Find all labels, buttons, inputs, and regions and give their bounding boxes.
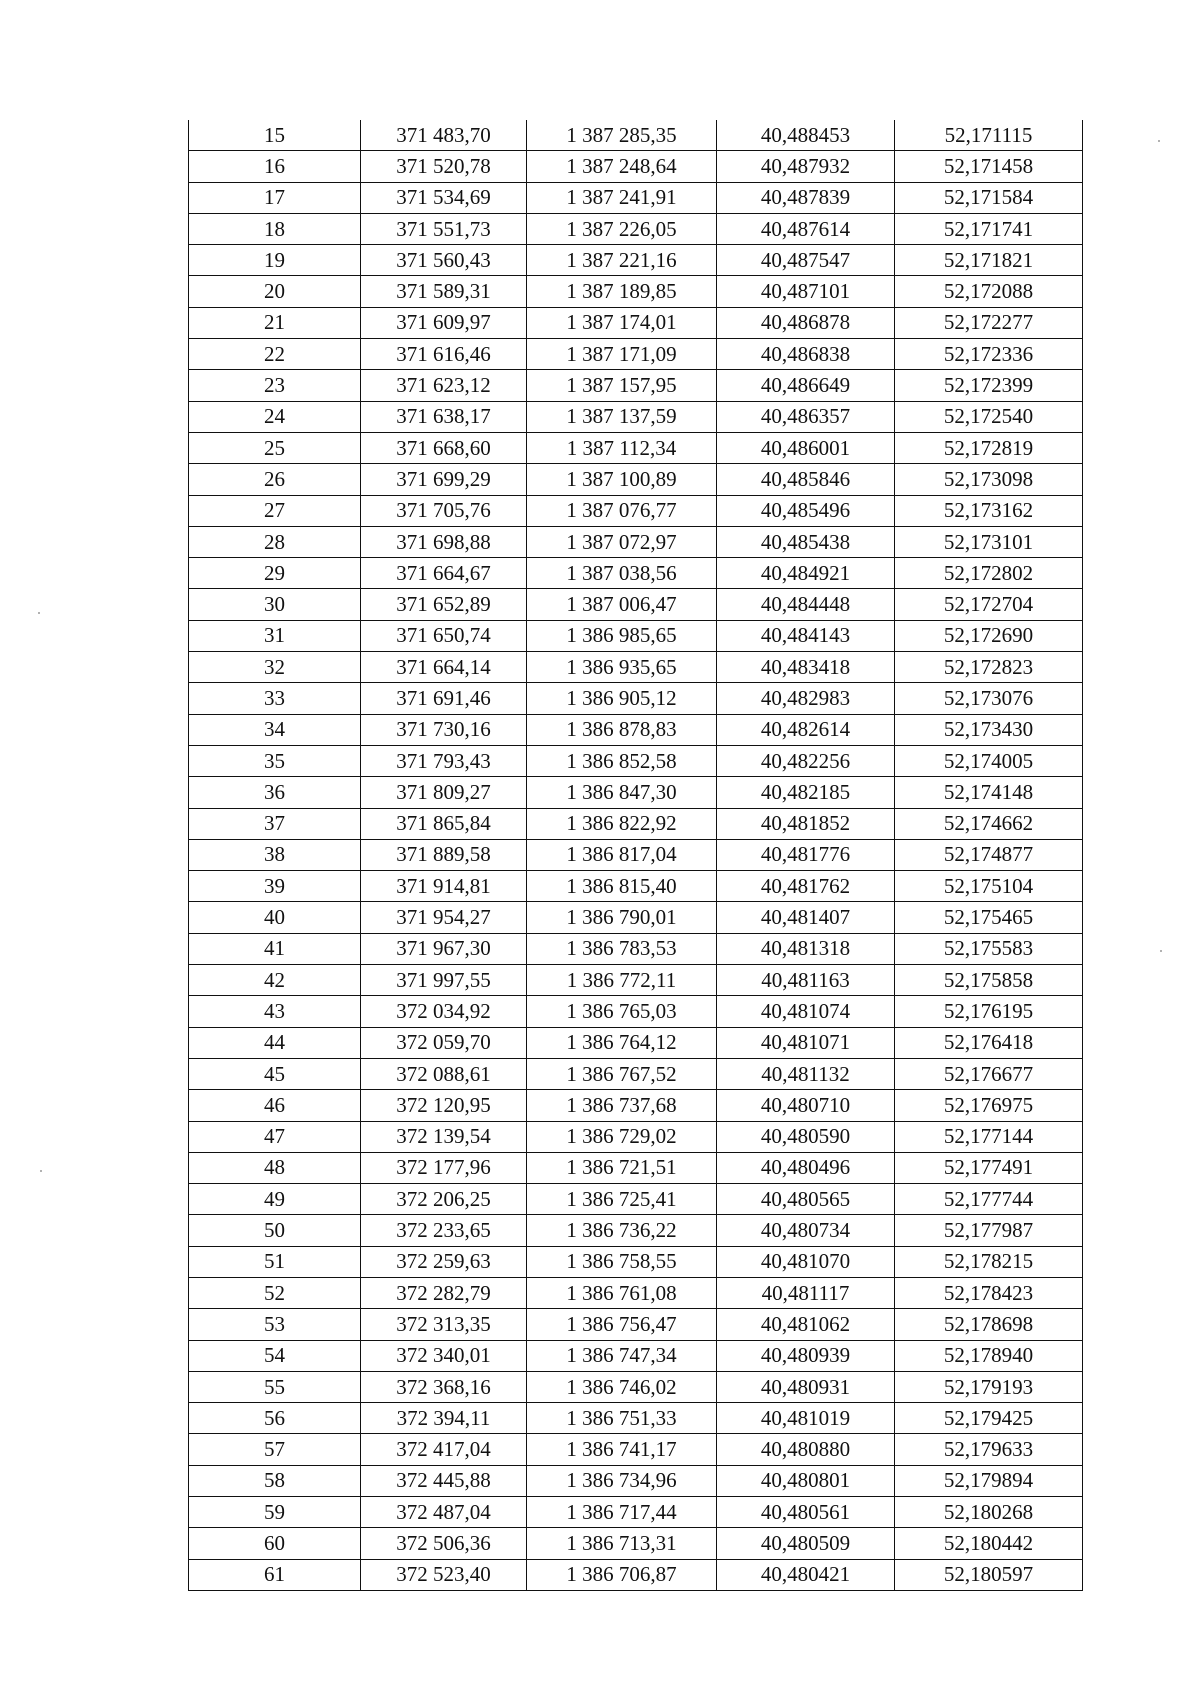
point-number-cell: 38 [189,839,361,870]
longitude-cell: 52,173101 [895,526,1083,557]
longitude-cell: 52,172540 [895,401,1083,432]
table-row [189,589,1083,620]
point-number-cell: 44 [189,1027,361,1058]
x-coordinate-cell: 371 691,46 [361,683,527,714]
coordinates-table [188,120,1083,1591]
longitude-cell: 52,173098 [895,464,1083,495]
y-coordinate-cell: 1 386 822,92 [527,808,717,839]
table-row [189,1058,1083,1089]
longitude-cell: 52,178698 [895,1309,1083,1340]
table-row [189,1184,1083,1215]
y-coordinate-cell: 1 386 772,11 [527,965,717,996]
point-number-cell: 20 [189,276,361,307]
y-coordinate-cell: 1 386 747,34 [527,1340,717,1371]
table-row [189,1434,1083,1465]
y-coordinate-cell: 1 386 706,87 [527,1559,717,1590]
y-coordinate-cell: 1 386 761,08 [527,1277,717,1308]
table-row [189,401,1083,432]
latitude-cell: 40,482256 [717,745,895,776]
y-coordinate-cell: 1 387 006,47 [527,589,717,620]
table-row [189,276,1083,307]
y-coordinate-cell: 1 387 189,85 [527,276,717,307]
latitude-cell: 40,481776 [717,839,895,870]
x-coordinate-cell: 372 445,88 [361,1465,527,1496]
table-row [189,683,1083,714]
latitude-cell: 40,486001 [717,432,895,463]
latitude-cell: 40,484921 [717,558,895,589]
table-row [189,558,1083,589]
latitude-cell: 40,481019 [717,1403,895,1434]
x-coordinate-cell: 371 652,89 [361,589,527,620]
longitude-cell: 52,172823 [895,652,1083,683]
point-number-cell: 37 [189,808,361,839]
longitude-cell: 52,171458 [895,151,1083,182]
y-coordinate-cell: 1 386 847,30 [527,777,717,808]
y-coordinate-cell: 1 387 241,91 [527,182,717,213]
point-number-cell: 17 [189,182,361,213]
longitude-cell: 52,172088 [895,276,1083,307]
x-coordinate-cell: 372 139,54 [361,1121,527,1152]
latitude-cell: 40,481318 [717,933,895,964]
y-coordinate-cell: 1 387 100,89 [527,464,717,495]
longitude-cell: 52,172819 [895,432,1083,463]
longitude-cell: 52,171584 [895,182,1083,213]
longitude-cell: 52,176195 [895,996,1083,1027]
latitude-cell: 40,480734 [717,1215,895,1246]
longitude-cell: 52,176677 [895,1058,1083,1089]
y-coordinate-cell: 1 387 221,16 [527,245,717,276]
point-number-cell: 24 [189,401,361,432]
x-coordinate-cell: 371 889,58 [361,839,527,870]
point-number-cell: 42 [189,965,361,996]
longitude-cell: 52,180268 [895,1497,1083,1528]
y-coordinate-cell: 1 386 935,65 [527,652,717,683]
longitude-cell: 52,174148 [895,777,1083,808]
x-coordinate-cell: 372 120,95 [361,1090,527,1121]
x-coordinate-cell: 371 809,27 [361,777,527,808]
table-row [189,839,1083,870]
latitude-cell: 40,481407 [717,902,895,933]
y-coordinate-cell: 1 387 248,64 [527,151,717,182]
latitude-cell: 40,480710 [717,1090,895,1121]
x-coordinate-cell: 371 589,31 [361,276,527,307]
longitude-cell: 52,180597 [895,1559,1083,1590]
table-row [189,652,1083,683]
latitude-cell: 40,480590 [717,1121,895,1152]
longitude-cell: 52,172690 [895,620,1083,651]
longitude-cell: 52,173076 [895,683,1083,714]
x-coordinate-cell: 371 664,67 [361,558,527,589]
y-coordinate-cell: 1 386 758,55 [527,1246,717,1277]
x-coordinate-cell: 372 487,04 [361,1497,527,1528]
point-number-cell: 50 [189,1215,361,1246]
point-number-cell: 26 [189,464,361,495]
scan-speck [38,612,40,614]
y-coordinate-cell: 1 387 038,56 [527,558,717,589]
x-coordinate-cell: 372 059,70 [361,1027,527,1058]
y-coordinate-cell: 1 386 815,40 [527,871,717,902]
x-coordinate-cell: 371 616,46 [361,339,527,370]
table-row [189,370,1083,401]
point-number-cell: 33 [189,683,361,714]
longitude-cell: 52,172277 [895,307,1083,338]
x-coordinate-cell: 371 730,16 [361,714,527,745]
latitude-cell: 40,485496 [717,495,895,526]
scan-speck [40,1170,42,1172]
latitude-cell: 40,487932 [717,151,895,182]
y-coordinate-cell: 1 386 817,04 [527,839,717,870]
longitude-cell: 52,175583 [895,933,1083,964]
longitude-cell: 52,179425 [895,1403,1083,1434]
x-coordinate-cell: 371 664,14 [361,652,527,683]
latitude-cell: 40,486357 [717,401,895,432]
table-row [189,714,1083,745]
x-coordinate-cell: 372 233,65 [361,1215,527,1246]
longitude-cell: 52,177987 [895,1215,1083,1246]
latitude-cell: 40,482983 [717,683,895,714]
point-number-cell: 22 [189,339,361,370]
x-coordinate-cell: 371 623,12 [361,370,527,401]
point-number-cell: 39 [189,871,361,902]
latitude-cell: 40,480939 [717,1340,895,1371]
latitude-cell: 40,487547 [717,245,895,276]
x-coordinate-cell: 372 417,04 [361,1434,527,1465]
longitude-cell: 52,177144 [895,1121,1083,1152]
point-number-cell: 15 [189,120,361,151]
table-row [189,871,1083,902]
x-coordinate-cell: 372 206,25 [361,1184,527,1215]
y-coordinate-cell: 1 386 790,01 [527,902,717,933]
y-coordinate-cell: 1 386 736,22 [527,1215,717,1246]
x-coordinate-cell: 371 793,43 [361,745,527,776]
table-row [189,1340,1083,1371]
point-number-cell: 48 [189,1152,361,1183]
y-coordinate-cell: 1 387 137,59 [527,401,717,432]
longitude-cell: 52,172399 [895,370,1083,401]
x-coordinate-cell: 372 394,11 [361,1403,527,1434]
latitude-cell: 40,483418 [717,652,895,683]
x-coordinate-cell: 372 177,96 [361,1152,527,1183]
point-number-cell: 28 [189,526,361,557]
latitude-cell: 40,480565 [717,1184,895,1215]
longitude-cell: 52,175465 [895,902,1083,933]
y-coordinate-cell: 1 387 285,35 [527,120,717,151]
latitude-cell: 40,487839 [717,182,895,213]
y-coordinate-cell: 1 386 764,12 [527,1027,717,1058]
x-coordinate-cell: 371 560,43 [361,245,527,276]
latitude-cell: 40,481062 [717,1309,895,1340]
table-row [189,1559,1083,1590]
scan-speck [1160,950,1162,952]
point-number-cell: 61 [189,1559,361,1590]
coordinates-table-body [189,120,1083,1590]
x-coordinate-cell: 371 698,88 [361,526,527,557]
table-row [189,1277,1083,1308]
point-number-cell: 60 [189,1528,361,1559]
x-coordinate-cell: 371 954,27 [361,902,527,933]
table-row [189,902,1083,933]
longitude-cell: 52,173162 [895,495,1083,526]
latitude-cell: 40,482185 [717,777,895,808]
longitude-cell: 52,179633 [895,1434,1083,1465]
point-number-cell: 16 [189,151,361,182]
table-row [189,1246,1083,1277]
table-row [189,996,1083,1027]
table-row [189,1152,1083,1183]
x-coordinate-cell: 372 088,61 [361,1058,527,1089]
longitude-cell: 52,171115 [895,120,1083,151]
x-coordinate-cell: 372 313,35 [361,1309,527,1340]
longitude-cell: 52,179894 [895,1465,1083,1496]
y-coordinate-cell: 1 386 741,17 [527,1434,717,1465]
point-number-cell: 52 [189,1277,361,1308]
latitude-cell: 40,480496 [717,1152,895,1183]
latitude-cell: 40,481070 [717,1246,895,1277]
x-coordinate-cell: 372 340,01 [361,1340,527,1371]
longitude-cell: 52,177491 [895,1152,1083,1183]
latitude-cell: 40,486878 [717,307,895,338]
x-coordinate-cell: 371 967,30 [361,933,527,964]
latitude-cell: 40,487614 [717,213,895,244]
table-row [189,1215,1083,1246]
point-number-cell: 46 [189,1090,361,1121]
latitude-cell: 40,480421 [717,1559,895,1590]
longitude-cell: 52,172336 [895,339,1083,370]
x-coordinate-cell: 371 705,76 [361,495,527,526]
y-coordinate-cell: 1 386 985,65 [527,620,717,651]
y-coordinate-cell: 1 387 072,97 [527,526,717,557]
point-number-cell: 19 [189,245,361,276]
x-coordinate-cell: 371 914,81 [361,871,527,902]
table-row [189,1465,1083,1496]
latitude-cell: 40,482614 [717,714,895,745]
point-number-cell: 40 [189,902,361,933]
y-coordinate-cell: 1 387 226,05 [527,213,717,244]
table-row [189,182,1083,213]
x-coordinate-cell: 371 534,69 [361,182,527,213]
table-row [189,526,1083,557]
table-row [189,1027,1083,1058]
y-coordinate-cell: 1 386 713,31 [527,1528,717,1559]
latitude-cell: 40,484448 [717,589,895,620]
longitude-cell: 52,179193 [895,1371,1083,1402]
latitude-cell: 40,487101 [717,276,895,307]
scan-speck [1158,140,1160,142]
latitude-cell: 40,485438 [717,526,895,557]
x-coordinate-cell: 371 520,78 [361,151,527,182]
longitude-cell: 52,175858 [895,965,1083,996]
latitude-cell: 40,481132 [717,1058,895,1089]
longitude-cell: 52,171821 [895,245,1083,276]
x-coordinate-cell: 371 551,73 [361,213,527,244]
longitude-cell: 52,178423 [895,1277,1083,1308]
y-coordinate-cell: 1 386 717,44 [527,1497,717,1528]
y-coordinate-cell: 1 386 737,68 [527,1090,717,1121]
table-row [189,808,1083,839]
y-coordinate-cell: 1 386 878,83 [527,714,717,745]
table-row [189,245,1083,276]
y-coordinate-cell: 1 386 721,51 [527,1152,717,1183]
x-coordinate-cell: 371 699,29 [361,464,527,495]
latitude-cell: 40,486838 [717,339,895,370]
x-coordinate-cell: 371 483,70 [361,120,527,151]
x-coordinate-cell: 371 638,17 [361,401,527,432]
table-row [189,1371,1083,1402]
point-number-cell: 34 [189,714,361,745]
latitude-cell: 40,481074 [717,996,895,1027]
longitude-cell: 52,173430 [895,714,1083,745]
point-number-cell: 41 [189,933,361,964]
table-row [189,1090,1083,1121]
y-coordinate-cell: 1 386 751,33 [527,1403,717,1434]
point-number-cell: 25 [189,432,361,463]
table-row [189,933,1083,964]
longitude-cell: 52,176975 [895,1090,1083,1121]
x-coordinate-cell: 371 609,97 [361,307,527,338]
latitude-cell: 40,480561 [717,1497,895,1528]
x-coordinate-cell: 371 668,60 [361,432,527,463]
table-row [189,151,1083,182]
y-coordinate-cell: 1 387 112,34 [527,432,717,463]
x-coordinate-cell: 372 506,36 [361,1528,527,1559]
point-number-cell: 35 [189,745,361,776]
point-number-cell: 45 [189,1058,361,1089]
longitude-cell: 52,174005 [895,745,1083,776]
x-coordinate-cell: 372 034,92 [361,996,527,1027]
x-coordinate-cell: 371 997,55 [361,965,527,996]
latitude-cell: 40,488453 [717,120,895,151]
table-row [189,1121,1083,1152]
y-coordinate-cell: 1 387 171,09 [527,339,717,370]
y-coordinate-cell: 1 386 783,53 [527,933,717,964]
table-row [189,213,1083,244]
point-number-cell: 21 [189,307,361,338]
y-coordinate-cell: 1 387 076,77 [527,495,717,526]
x-coordinate-cell: 372 259,63 [361,1246,527,1277]
x-coordinate-cell: 372 523,40 [361,1559,527,1590]
point-number-cell: 54 [189,1340,361,1371]
y-coordinate-cell: 1 386 729,02 [527,1121,717,1152]
table-row [189,120,1083,151]
y-coordinate-cell: 1 386 734,96 [527,1465,717,1496]
table-row [189,1497,1083,1528]
y-coordinate-cell: 1 386 746,02 [527,1371,717,1402]
latitude-cell: 40,480801 [717,1465,895,1496]
longitude-cell: 52,172704 [895,589,1083,620]
point-number-cell: 29 [189,558,361,589]
point-number-cell: 31 [189,620,361,651]
latitude-cell: 40,480931 [717,1371,895,1402]
y-coordinate-cell: 1 386 767,52 [527,1058,717,1089]
latitude-cell: 40,484143 [717,620,895,651]
latitude-cell: 40,480509 [717,1528,895,1559]
point-number-cell: 58 [189,1465,361,1496]
table-row [189,339,1083,370]
x-coordinate-cell: 371 865,84 [361,808,527,839]
x-coordinate-cell: 372 282,79 [361,1277,527,1308]
longitude-cell: 52,172802 [895,558,1083,589]
y-coordinate-cell: 1 386 852,58 [527,745,717,776]
table-row [189,464,1083,495]
latitude-cell: 40,480880 [717,1434,895,1465]
table-row [189,745,1083,776]
y-coordinate-cell: 1 386 765,03 [527,996,717,1027]
table-row [189,1309,1083,1340]
longitude-cell: 52,174877 [895,839,1083,870]
table-row [189,1403,1083,1434]
point-number-cell: 59 [189,1497,361,1528]
x-coordinate-cell: 371 650,74 [361,620,527,651]
latitude-cell: 40,481071 [717,1027,895,1058]
longitude-cell: 52,177744 [895,1184,1083,1215]
point-number-cell: 55 [189,1371,361,1402]
point-number-cell: 18 [189,213,361,244]
latitude-cell: 40,486649 [717,370,895,401]
point-number-cell: 43 [189,996,361,1027]
point-number-cell: 53 [189,1309,361,1340]
table-row [189,777,1083,808]
point-number-cell: 56 [189,1403,361,1434]
latitude-cell: 40,481163 [717,965,895,996]
longitude-cell: 52,178940 [895,1340,1083,1371]
point-number-cell: 49 [189,1184,361,1215]
table-row [189,965,1083,996]
y-coordinate-cell: 1 387 174,01 [527,307,717,338]
y-coordinate-cell: 1 386 725,41 [527,1184,717,1215]
point-number-cell: 51 [189,1246,361,1277]
table-row [189,620,1083,651]
latitude-cell: 40,481852 [717,808,895,839]
point-number-cell: 36 [189,777,361,808]
point-number-cell: 27 [189,495,361,526]
y-coordinate-cell: 1 386 905,12 [527,683,717,714]
point-number-cell: 23 [189,370,361,401]
table-row [189,432,1083,463]
longitude-cell: 52,174662 [895,808,1083,839]
point-number-cell: 30 [189,589,361,620]
point-number-cell: 47 [189,1121,361,1152]
point-number-cell: 32 [189,652,361,683]
point-number-cell: 57 [189,1434,361,1465]
longitude-cell: 52,180442 [895,1528,1083,1559]
x-coordinate-cell: 372 368,16 [361,1371,527,1402]
table-row [189,307,1083,338]
table-row [189,1528,1083,1559]
table-row [189,495,1083,526]
longitude-cell: 52,178215 [895,1246,1083,1277]
latitude-cell: 40,481762 [717,871,895,902]
y-coordinate-cell: 1 387 157,95 [527,370,717,401]
longitude-cell: 52,175104 [895,871,1083,902]
latitude-cell: 40,481117 [717,1277,895,1308]
longitude-cell: 52,176418 [895,1027,1083,1058]
y-coordinate-cell: 1 386 756,47 [527,1309,717,1340]
longitude-cell: 52,171741 [895,213,1083,244]
latitude-cell: 40,485846 [717,464,895,495]
